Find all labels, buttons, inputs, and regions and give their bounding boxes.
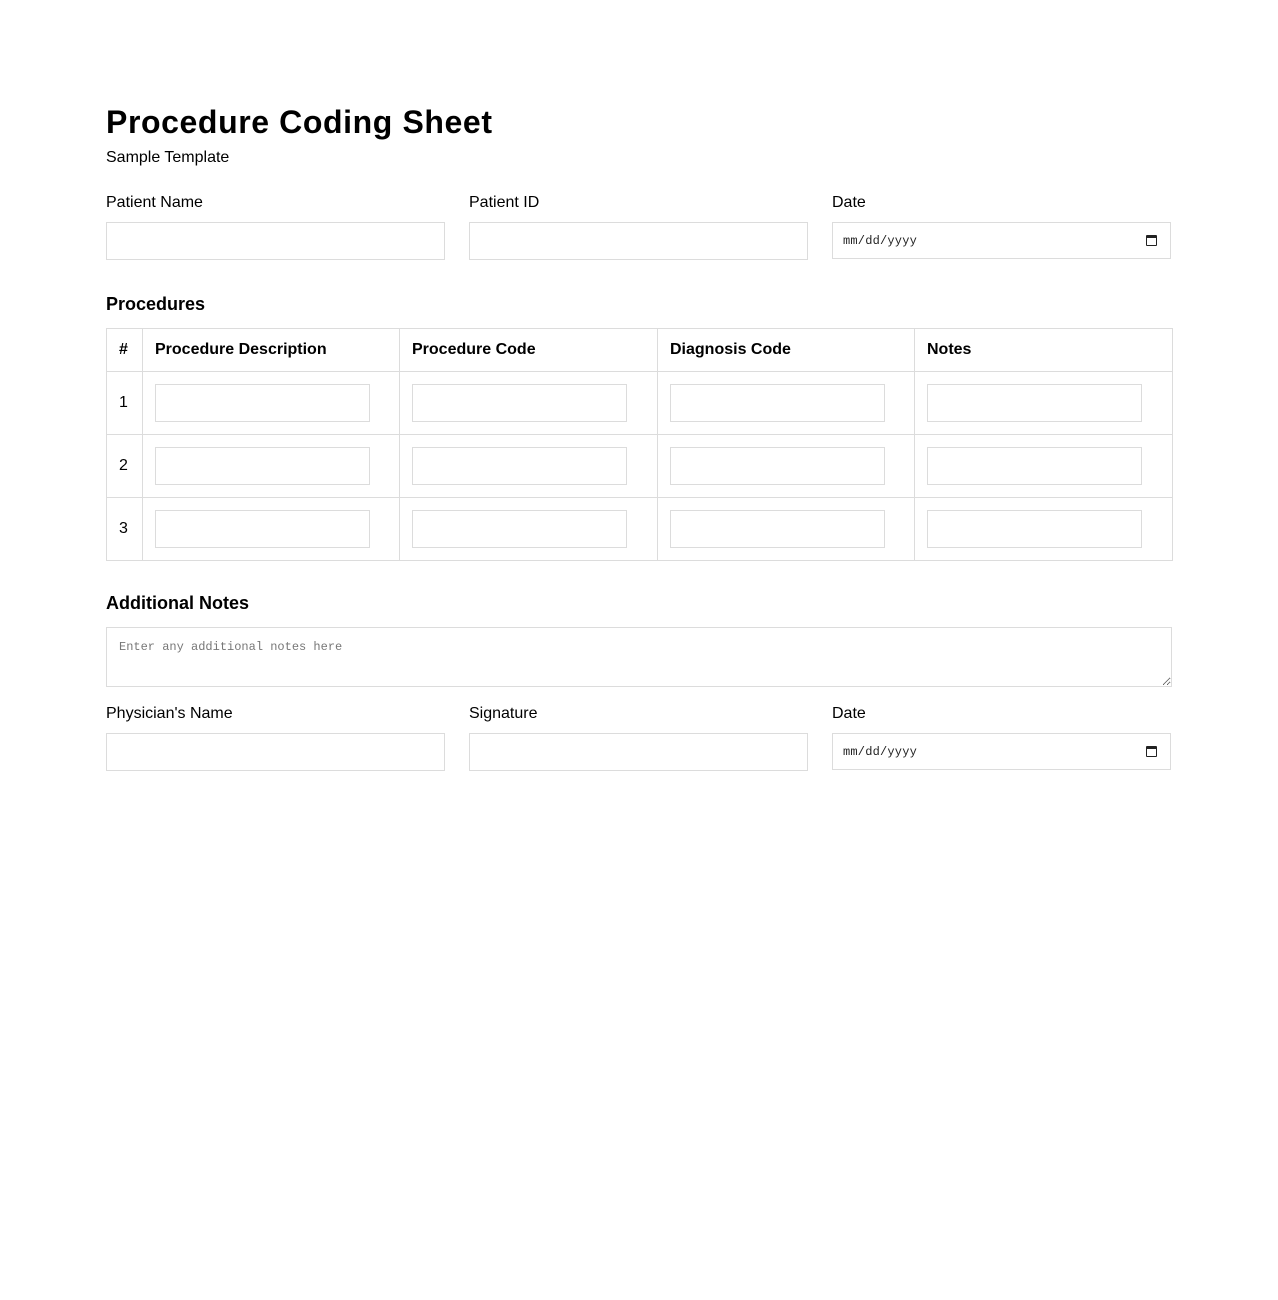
patient-date-field	[832, 193, 1171, 260]
date-placeholder: mm/dd/yyyy	[843, 233, 918, 248]
physician-name-input[interactable]	[106, 733, 445, 771]
signature-field	[469, 704, 808, 771]
additional-notes-heading: Additional Notes	[106, 593, 249, 613]
patient-date-label: Date	[832, 194, 866, 211]
date-placeholder: mm/dd/yyyy	[843, 744, 918, 759]
patient-name-label: Patient Name	[106, 194, 203, 211]
signoff-row	[106, 704, 1172, 771]
diagnosis-code-input[interactable]	[670, 384, 885, 422]
procedure-coding-sheet	[106, 100, 1172, 771]
procedure-code-input[interactable]	[412, 447, 627, 485]
physician-name-field	[106, 704, 445, 771]
physician-name-label: Physician's Name	[106, 705, 233, 722]
row-number: 1	[107, 372, 143, 435]
patient-id-input[interactable]	[469, 222, 808, 260]
signoff-date-input[interactable]	[832, 733, 1171, 770]
notes-input[interactable]	[927, 447, 1142, 485]
patient-name-input[interactable]	[106, 222, 445, 260]
calendar-icon[interactable]	[1146, 746, 1157, 757]
procedure-description-input[interactable]	[155, 384, 370, 422]
page-title: Procedure Coding Sheet	[106, 104, 493, 140]
notes-input[interactable]	[927, 384, 1142, 422]
diagnosis-code-input[interactable]	[670, 510, 885, 548]
notes-input[interactable]	[927, 510, 1142, 548]
table-row	[107, 372, 1173, 435]
row-number: 2	[107, 435, 143, 498]
procedure-description-input[interactable]	[155, 447, 370, 485]
patient-name-field	[106, 193, 445, 260]
procedure-description-input[interactable]	[155, 510, 370, 548]
patient-id-field	[469, 193, 808, 260]
column-header-procedure-description: Procedure Description	[143, 329, 400, 372]
column-header-notes: Notes	[915, 329, 1173, 372]
column-header-procedure-code: Procedure Code	[400, 329, 658, 372]
patient-date-input[interactable]	[832, 222, 1171, 259]
column-header-diagnosis-code: Diagnosis Code	[658, 329, 915, 372]
procedure-code-input[interactable]	[412, 384, 627, 422]
additional-notes-textarea[interactable]	[106, 627, 1172, 687]
patient-id-label: Patient ID	[469, 194, 540, 211]
table-row	[107, 498, 1173, 561]
signoff-date-field	[832, 704, 1171, 771]
procedures-heading: Procedures	[106, 294, 206, 314]
patient-info-row	[106, 193, 1172, 260]
table-header-row	[107, 329, 1173, 372]
calendar-icon[interactable]	[1146, 235, 1157, 246]
row-number: 3	[107, 498, 143, 561]
signature-label: Signature	[469, 705, 538, 722]
procedures-table	[106, 328, 1173, 561]
column-header-number: #	[107, 329, 143, 372]
diagnosis-code-input[interactable]	[670, 447, 885, 485]
page-subtitle: Sample Template	[106, 149, 230, 166]
signoff-date-label: Date	[832, 705, 866, 722]
signature-input[interactable]	[469, 733, 808, 771]
table-row	[107, 435, 1173, 498]
procedure-code-input[interactable]	[412, 510, 627, 548]
